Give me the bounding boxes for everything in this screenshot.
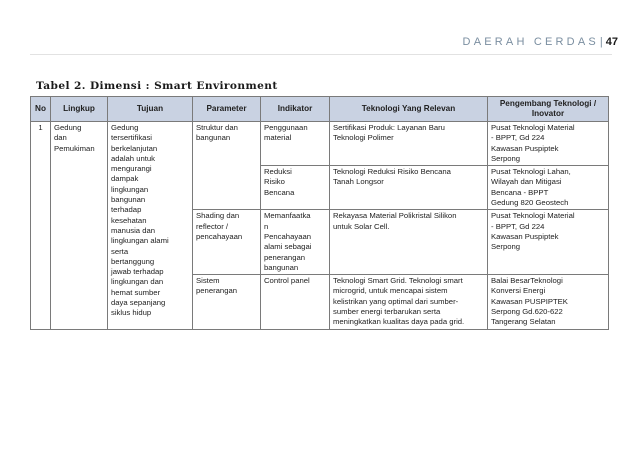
- cell-pengembang: Pusat Teknologi Material - BPPT, Gd 224 Kawasan Puspiptek Serpong: [488, 122, 609, 166]
- cell-parameter: Sistem penerangan: [193, 275, 261, 329]
- header-teknologi: Teknologi Yang Relevan: [330, 97, 488, 122]
- cell-indikator: Reduksi Risiko Bencana: [261, 166, 330, 210]
- header-no: No: [31, 97, 51, 122]
- cell-parameter: Shading dan reflector / pencahayaan: [193, 210, 261, 275]
- header-rule: [30, 54, 612, 55]
- header-parameter: Parameter: [193, 97, 261, 122]
- cell-teknologi: Rekayasa Material Polikristal Silikon untuk Solar Cell.: [330, 210, 488, 275]
- running-title: DAERAH CERDAS: [462, 36, 599, 48]
- cell-lingkup: Gedung dan Pemukiman: [51, 122, 108, 330]
- running-head: [463, 36, 618, 48]
- cell-teknologi: Teknologi Smart Grid. Teknologi smart microgrid, untuk mencapai sistem kelistrikan yang optimal dari sumber- sumber energi terbarukan serta meningkatkan kualitas daya pada grid.: [330, 275, 488, 329]
- cell-pengembang: Pusat Teknologi Material - BPPT, Gd 224 Kawasan Puspiptek Serpong: [488, 210, 609, 275]
- cell-teknologi: Teknologi Reduksi Risiko Bencana Tanah Longsor: [330, 166, 488, 210]
- header-tujuan: Tujuan: [108, 97, 193, 122]
- cell-indikator: Control panel: [261, 275, 330, 329]
- page-header: [0, 0, 638, 60]
- table-caption: Tabel 2. Dimensi : Smart Environment: [36, 80, 278, 92]
- cell-parameter: Struktur dan bangunan: [193, 122, 261, 210]
- cell-indikator: Memanfaatka n Pencahayaan alami sebagai penerangan bangunan: [261, 210, 330, 275]
- page-number: 47: [605, 36, 618, 48]
- cell-no: 1: [31, 122, 51, 330]
- cell-indikator: Penggunaan material: [261, 122, 330, 166]
- table-row: [31, 122, 609, 166]
- table-header-row: [31, 97, 609, 122]
- smart-environment-table: [30, 96, 609, 330]
- cell-teknologi: Sertifikasi Produk: Layanan Baru Teknologi Polimer: [330, 122, 488, 166]
- header-separator: |: [599, 36, 603, 48]
- cell-pengembang: Pusat Teknologi Lahan, Wilayah dan Mitigasi Bencana - BPPT Gedung 820 Geostech: [488, 166, 609, 210]
- header-pengembang: Pengembang Teknologi / Inovator: [488, 97, 609, 122]
- header-lingkup: Lingkup: [51, 97, 108, 122]
- header-indikator: Indikator: [261, 97, 330, 122]
- cell-pengembang: Balai BesarTeknologi Konversi Energi Kawasan PUSPIPTEK Serpong Gd.620-622 Tangerang Selatan: [488, 275, 609, 329]
- cell-tujuan: Gedung tersertifikasi berkelanjutan adalah untuk mengurangi dampak lingkungan bangunan terhadap kesehatan manusia dan lingkungan alami serta bertanggung jawab terhadap lingkungan dan hemat sumber daya sepanjang siklus hidup: [108, 122, 193, 330]
